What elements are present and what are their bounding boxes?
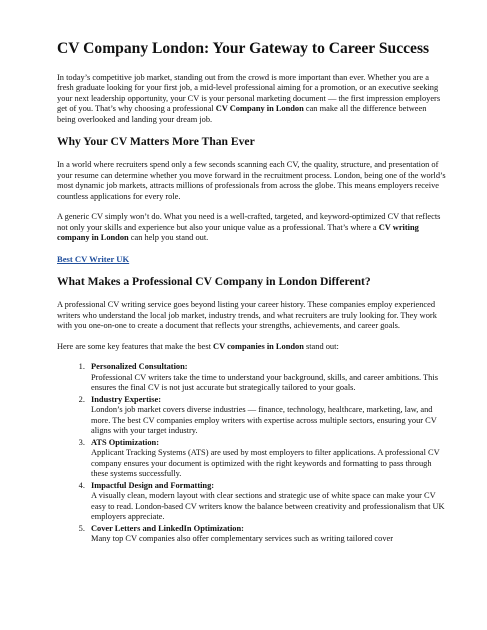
feature-body: A visually clean, modern layout with clear sections and strategic use of white space can make your CV easy to read. London-based CV writers know the balance between creativity and professionalism that UK employers appreciate. (91, 491, 445, 522)
link-paragraph (57, 254, 447, 266)
intro-text-bold: CV Company in London (215, 104, 304, 114)
feature-title: 2. Industry Expertise: (91, 394, 162, 404)
section-heading-why: Why Your CV Matters More Than Ever (57, 135, 255, 149)
section-different-paragraph-1: A professional CV writing service goes beyond listing your career history. These companies employ experienced writers who understand the local job market, industry trends, and what recruiters are truly looking for. They work with you one-on-one to create a document that reflects your strengths, achievements, and career goals. (57, 300, 437, 331)
why-p2-pre: A generic CV simply won’t do. What you need is a well-crafted, targeted, and keyword-optimized CV that reflects not only your skills and experience but also your unique value as a professional. That’s where a (57, 212, 441, 232)
feature-body: Many top CV companies also offer complementary services such as writing tailored cover (91, 534, 394, 544)
intro-text-post: can make all the difference between being overlooked and landing your dream job. (57, 104, 427, 124)
feature-list (57, 362, 447, 545)
feature-body: London’s job market covers diverse industries — finance, technology, healthcare, marketing, law, and more. The best CV companies employ writers with expertise across multiple sectors, ensuring your CV aligns with your target industry. (91, 405, 437, 436)
list-item (87, 362, 447, 394)
list-item (87, 481, 447, 523)
feature-title: 5. Cover Letters and LinkedIn Optimization: (91, 523, 244, 533)
feature-body: Professional CV writers take the time to understand your background, skills, and career ambitions. This ensures the final CV is not just accurate but strategically tailored to your goals. (91, 372, 438, 393)
why-p2-post: can help you stand out. (128, 233, 209, 243)
section-heading-different: What Makes a Professional CV Company in London Different? (57, 275, 371, 289)
feature-title: 4. Impactful Design and Formatting: (91, 480, 215, 490)
intro-paragraph (57, 73, 447, 126)
why-p2-bold: CV writing company in London (57, 222, 419, 243)
page-title: CV Company London: Your Gateway to Career Success (57, 40, 430, 57)
section-why-paragraph-1: In a world where recruiters spend only a few seconds scanning each CV, the quality, structure, and presentation of your resume can determine whether you move forward in the recruitment process. London, being one of the world’s most dynamic job markets, attracts millions of professionals from across the globe. This means employers receive countless applications for every role. (57, 160, 446, 201)
best-cv-writer-link[interactable]: Best CV Writer UK (57, 253, 130, 264)
list-item (87, 438, 447, 480)
feature-title: 3. ATS Optimization: (91, 437, 160, 447)
list-item (87, 395, 447, 437)
list-item (87, 524, 447, 545)
diff-p2-post: stand out: (303, 341, 339, 351)
feature-body: Applicant Tracking Systems (ATS) are used by most employers to filter applications. A professional CV company ensures your document is optimized with the right keywords and formatting to pass through these systems successfully. (91, 448, 440, 479)
section-different-paragraph-2 (57, 342, 447, 353)
section-why-paragraph-2 (57, 212, 447, 244)
intro-text-pre: In today’s competitive job market, standing out from the crowd is more important than ever. Whether you are a fresh graduate looking for your first job, a mid-level professional aiming for a promotion, or an executive seeking your next leadership opportunity, your CV is your personal marketing document — the first impression employers get of you. That’s why choosing a professional (57, 72, 441, 114)
feature-title: 1. Personalized Consultation: (91, 362, 188, 372)
diff-p2-pre: Here are some key features that make the best (57, 341, 214, 351)
diff-p2-bold: CV companies in London (213, 341, 304, 351)
